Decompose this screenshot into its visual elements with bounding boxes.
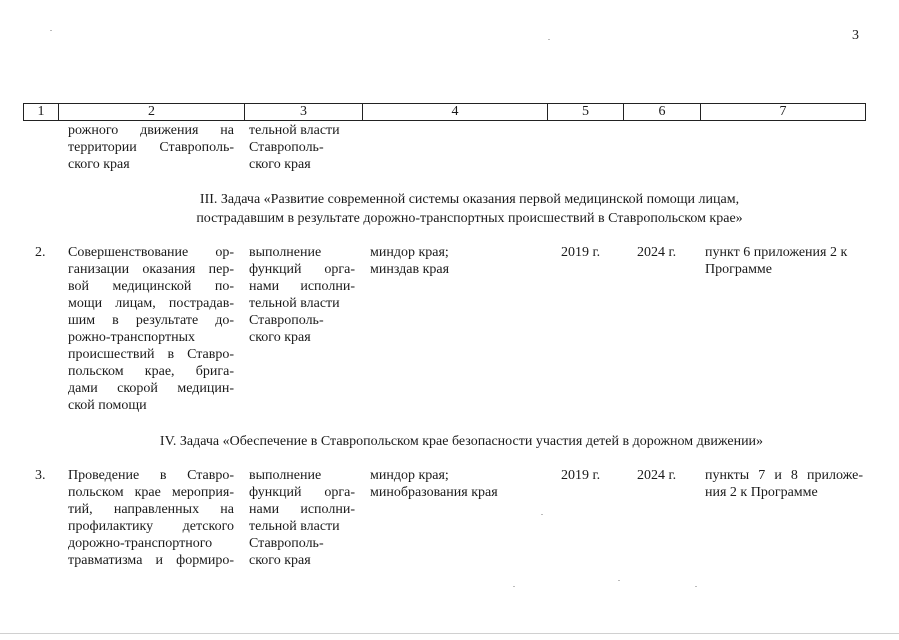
column-header-4: 4 <box>363 104 548 121</box>
scan-speck <box>548 39 550 40</box>
text-line: профилактику детского <box>68 519 234 534</box>
page-number: 3 <box>852 28 859 43</box>
section-heading-line: IV. Задача «Обеспечение в Ставропольском крае безопасности участия детей в дорожном движении» <box>159 434 764 449</box>
text-line: Ставрополь- <box>249 536 324 551</box>
scan-edge-line <box>0 633 899 634</box>
text-line: тельной власти <box>249 123 340 138</box>
row-number: 3. <box>35 468 46 483</box>
column-header-row <box>24 104 866 121</box>
text-line: функций орга- <box>249 262 355 277</box>
text-line: рожного движения на <box>68 123 234 138</box>
text-line: шим в результате до- <box>68 313 234 328</box>
text-line: выполнение <box>249 245 322 260</box>
text-line: ского края <box>249 330 311 345</box>
column-header-6: 6 <box>624 104 701 121</box>
section-heading-4 <box>12 432 899 451</box>
text-line: нами исполни- <box>249 279 355 294</box>
section-heading-3 <box>20 190 899 228</box>
column-header-table <box>23 103 866 121</box>
reference-cell <box>705 244 861 278</box>
text-line: травматизма и формиро- <box>68 553 234 568</box>
executor-cell <box>249 467 355 569</box>
text-line: минздав края <box>370 262 450 277</box>
text-line: ского края <box>249 553 311 568</box>
text-line: Проведение в Ставро- <box>68 468 234 483</box>
text-line: польском крае мероприя- <box>68 485 234 500</box>
text-line: тий, направленных на <box>68 502 234 517</box>
text-line: функций орга- <box>249 485 355 500</box>
scan-speck <box>513 586 515 587</box>
start-year: 2019 г. <box>561 468 601 483</box>
co-executor-cell <box>370 467 498 501</box>
text-line: польском крае, брига- <box>68 364 234 379</box>
co-executor-cell <box>370 244 449 278</box>
text-line: тельной власти <box>249 296 340 311</box>
column-header-5: 5 <box>548 104 624 121</box>
text-line: Ставрополь- <box>249 313 324 328</box>
row-number: 2. <box>35 245 46 260</box>
scan-speck <box>695 586 697 587</box>
text-line: рожно-транспортных <box>68 330 196 345</box>
text-line: ганизации оказания пер- <box>68 262 234 277</box>
text-line: дами скорой медицин- <box>68 381 234 396</box>
column-header-3: 3 <box>245 104 363 121</box>
text-line: происшествий в Ставро- <box>68 347 234 362</box>
scan-speck <box>618 580 620 581</box>
text-line: миндор края; <box>370 468 449 483</box>
text-line: вой медицинской по- <box>68 279 234 294</box>
text-line: ния 2 к Программе <box>705 485 818 500</box>
text-line: территории Ставрополь- <box>68 140 234 155</box>
text-line: миндор края; <box>370 245 449 260</box>
start-year: 2019 г. <box>561 245 601 260</box>
continuation-activity-cell <box>68 122 234 173</box>
executor-cell <box>249 244 355 346</box>
text-line: Совершенствование ор- <box>68 245 234 260</box>
text-line: тельной власти <box>249 519 340 534</box>
text-line: мощи лицам, пострадав- <box>68 296 234 311</box>
end-year: 2024 г. <box>637 468 677 483</box>
text-line: пункт 6 приложения 2 к <box>705 245 848 260</box>
scan-speck <box>541 514 543 515</box>
section-heading-line: пострадавшим в результате дорожно-транспортных происшествий в Ставропольском крае» <box>196 211 743 226</box>
section-heading-line: III. Задача «Развитие современной системы оказания первой медицинской помощи лицам, <box>199 192 740 207</box>
text-line: дорожно-транспортного <box>68 536 213 551</box>
reference-cell <box>705 467 863 501</box>
end-year: 2024 г. <box>637 245 677 260</box>
text-line: нами исполни- <box>249 502 355 517</box>
text-line: ской помощи <box>68 398 147 413</box>
activity-cell <box>68 244 234 414</box>
column-header-1: 1 <box>24 104 59 121</box>
text-line: выполнение <box>249 468 322 483</box>
column-header-7: 7 <box>701 104 866 121</box>
activity-cell <box>68 467 234 569</box>
column-header-2: 2 <box>59 104 245 121</box>
scan-speck <box>50 30 52 31</box>
text-line: минобразования края <box>370 485 498 500</box>
text-line: Программе <box>705 262 772 277</box>
text-line: ского края <box>249 157 311 172</box>
text-line: ского края <box>68 157 130 172</box>
text-line: пункты 7 и 8 приложе- <box>705 468 863 483</box>
continuation-executor-cell <box>249 122 359 173</box>
text-line: Ставрополь- <box>249 140 324 155</box>
